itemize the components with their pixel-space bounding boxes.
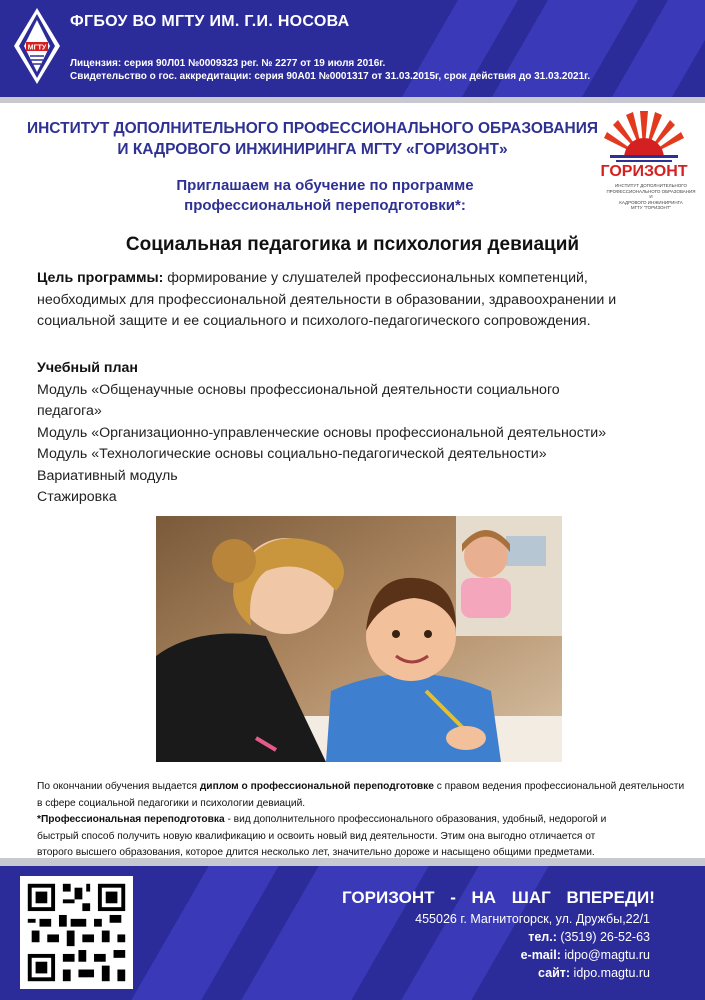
motto-word: ГОРИЗОНТ (342, 888, 435, 907)
header-banner (0, 0, 705, 97)
org-name: ФГБОУ ВО МГТУ ИМ. Г.И. НОСОВА (70, 13, 350, 30)
plan-item: Модуль «Организационно-управленческие основы профессиональной деятельности» (37, 424, 607, 441)
gorizont-sub-3: КАДРОВОГО ИНЖИНИРИНГА (619, 199, 683, 205)
plan-item: Модуль «Технологические основы социально-педагогической деятельности» (37, 446, 547, 462)
sunrise-icon (590, 103, 698, 163)
institute-line-2: И КАДРОВОГО ИНЖИНИРИНГА МГТУ «ГОРИЗОНТ» (117, 141, 508, 158)
invitation-line-2: профессиональной переподготовки*: (184, 197, 466, 214)
plan-item: Стажировка (37, 489, 117, 505)
license-line: Лицензия: серия 90Л01 №0009323 рег. № 2277 от 19 июля 2016г. (70, 58, 386, 69)
footnote-text: второго высшего образования, которое длится несколько лет, значительно дороже и насыщено общими предметами. (37, 847, 595, 858)
motto-word: НА (471, 888, 497, 907)
goal-text-2: необходимых для профессиональной деятельности в образовании, здравоохранении и (37, 291, 617, 308)
motto-word: - (450, 888, 456, 907)
institute-name (0, 118, 625, 160)
motto-word: ВПЕРЕДИ! (566, 888, 655, 907)
invitation (0, 176, 650, 216)
footnote-text: быстрый способ получить новую квалификацию и освоить новый вид деятельности. Этим она выгодно отличается от (37, 830, 596, 842)
plan-item: педагога» (37, 403, 102, 419)
study-plan (37, 358, 677, 509)
goal-text-3: социальной защите и ее социального и психолого-педагогического сопровождения. (37, 313, 591, 329)
email-link[interactable]: idpo@magtu.ru (560, 948, 650, 962)
study-plan-title: Учебный план (37, 360, 138, 376)
address: 455026 г. Магнитогорск, ул. Дружбы,22/1 (415, 912, 650, 926)
phone-value: (3519) 26-52-63 (556, 930, 650, 944)
footnote (37, 779, 697, 862)
divider (0, 858, 705, 866)
plan-item: Модуль «Общенаучные основы профессиональной деятельности социального (37, 381, 560, 398)
qr-code-icon[interactable] (20, 876, 133, 989)
footnote-text: в сфере социальной педагогики и психологии девиаций. (37, 797, 306, 809)
motto-word: ШАГ (511, 888, 551, 907)
definition-term: *Профессиональная переподготовка (37, 814, 225, 825)
phone-label: тел.: (528, 930, 557, 944)
motto (342, 888, 655, 908)
diploma-text: диплом о профессиональной переподготовке (199, 781, 434, 792)
gorizont-sub-2: ПРОФЕССИОНАЛЬНОГО ОБРАЗОВАНИЯ И (606, 188, 696, 199)
accreditation-line: Свидетельство о гос. аккредитации: серия 90А01 №0001317 от 31.03.2015г, срок действия до 31.03.2021г. (70, 71, 591, 82)
program-goal (37, 268, 677, 333)
site-label: сайт: (538, 966, 571, 980)
mgtu-logo-icon (12, 6, 62, 86)
svg-text:МГТУ: МГТУ (27, 44, 47, 52)
phone (528, 930, 650, 944)
gorizont-sub-1: ИНСТИТУТ ДОПОЛНИТЕЛЬНОГО (615, 183, 687, 188)
goal-text-1: формирование у слушателей профессиональных компетенций, (163, 270, 588, 286)
email-label: e-mail: (520, 948, 561, 962)
gorizont-logo-name: ГОРИЗОНТ (600, 163, 688, 180)
footnote-text: с правом ведения профессиональной деятельности (433, 781, 685, 792)
goal-label: Цель программы: (37, 270, 164, 286)
institute-line-1: ИНСТИТУТ ДОПОЛНИТЕЛЬНОГО ПРОФЕССИОНАЛЬНОГО ОБРАЗОВАНИЯ (26, 120, 599, 137)
footer-banner (0, 866, 705, 1000)
program-title: Социальная педагогика и психология девиаций (125, 234, 580, 255)
footnote-text: - вид дополнительного профессионального образования, удобный, недорогой и (224, 814, 607, 825)
footnote-text: По окончании обучения выдается (37, 781, 200, 792)
site-link[interactable]: idpo.magtu.ru (570, 966, 650, 980)
plan-item: Вариативный модуль (37, 467, 178, 484)
teacher-child-photo (156, 516, 562, 762)
email (521, 948, 650, 962)
invitation-line-1: Приглашаем на обучение по программе (176, 177, 474, 194)
gorizont-sub-4: МГТУ "ГОРИЗОНТ" (630, 205, 672, 210)
website (538, 966, 650, 980)
license-info (70, 57, 590, 83)
